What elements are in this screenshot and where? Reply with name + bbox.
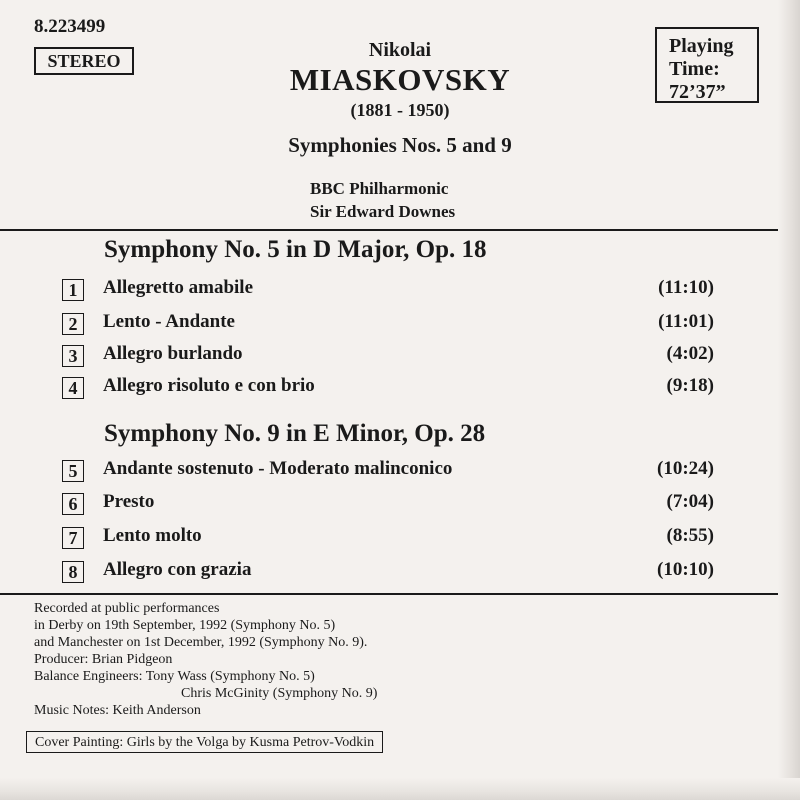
playing-time-line2: Time: (669, 58, 720, 80)
track-duration: (10:24) (657, 458, 714, 479)
recording-notes (34, 600, 377, 719)
notes-line: and Manchester on 1st December, 1992 (Symphony No. 9). (34, 635, 368, 650)
track-title: Allegro con grazia (103, 559, 252, 580)
track-title: Allegretto amabile (103, 277, 254, 298)
track-number-box: 6 (62, 493, 84, 515)
track-duration: (11:01) (658, 311, 714, 332)
album-subtitle: Symphonies Nos. 5 and 9 (288, 133, 512, 157)
track-row (0, 279, 778, 309)
work-title: Symphony No. 9 in E Minor, Op. 28 (104, 420, 486, 447)
track-title: Presto (103, 491, 155, 512)
notes-line: Producer: Brian Pidgeon (34, 652, 173, 667)
divider-bottom (0, 593, 778, 595)
page-edge-shadow-bottom (0, 778, 800, 800)
stereo-badge: STEREO (34, 47, 134, 75)
work-title: Symphony No. 5 in D Major, Op. 18 (104, 236, 487, 263)
track-title: Lento - Andante (103, 311, 235, 332)
track-title: Allegro risoluto e con brio (103, 375, 315, 396)
notes-line: Chris McGinity (Symphony No. 9) (181, 686, 378, 701)
cover-painting-credit: Cover Painting: Girls by the Volga by Kusma Petrov-Vodkin (26, 731, 383, 753)
conductor-name: Sir Edward Downes (310, 202, 456, 221)
track-duration: (7:04) (666, 491, 714, 512)
track-duration: (4:02) (666, 343, 714, 364)
track-row (0, 460, 778, 490)
track-duration: (9:18) (666, 375, 714, 396)
track-row (0, 493, 778, 523)
track-duration: (8:55) (666, 525, 714, 546)
notes-line: Balance Engineers: Tony Wass (Symphony No. 5) (34, 669, 315, 684)
track-title: Lento molto (103, 525, 202, 546)
notes-line: Recorded at public performances (34, 601, 220, 616)
track-row (0, 345, 778, 375)
composer-first-name: Nikolai (368, 39, 432, 61)
track-number-box: 7 (62, 527, 84, 549)
track-row (0, 561, 778, 591)
performers (310, 177, 455, 223)
track-number-box: 8 (62, 561, 84, 583)
divider-top (0, 229, 778, 231)
track-row (0, 313, 778, 343)
track-number-box: 5 (62, 460, 84, 482)
playing-time-value: 72’37” (669, 81, 726, 103)
track-title: Allegro burlando (103, 343, 243, 364)
catalog-number: 8.223499 (34, 16, 106, 37)
orchestra-name: BBC Philharmonic (310, 179, 449, 198)
track-number-box: 3 (62, 345, 84, 367)
track-row (0, 377, 778, 407)
page-edge-shadow (778, 0, 800, 800)
composer-last-name: MIASKOVSKY (289, 62, 511, 97)
playing-time-box (655, 27, 759, 103)
notes-line: in Derby on 19th September, 1992 (Symphony No. 5) (34, 618, 336, 633)
track-duration: (10:10) (657, 559, 714, 580)
notes-line: Music Notes: Keith Anderson (34, 703, 201, 718)
track-row (0, 527, 778, 557)
track-number-box: 2 (62, 313, 84, 335)
track-number-box: 4 (62, 377, 84, 399)
track-title: Andante sostenuto - Moderato malinconico (103, 458, 453, 479)
track-number-box: 1 (62, 279, 84, 301)
track-duration: (11:10) (658, 277, 714, 298)
playing-time-line1: Playing (669, 35, 734, 57)
composer-dates: (1881 - 1950) (350, 100, 450, 120)
